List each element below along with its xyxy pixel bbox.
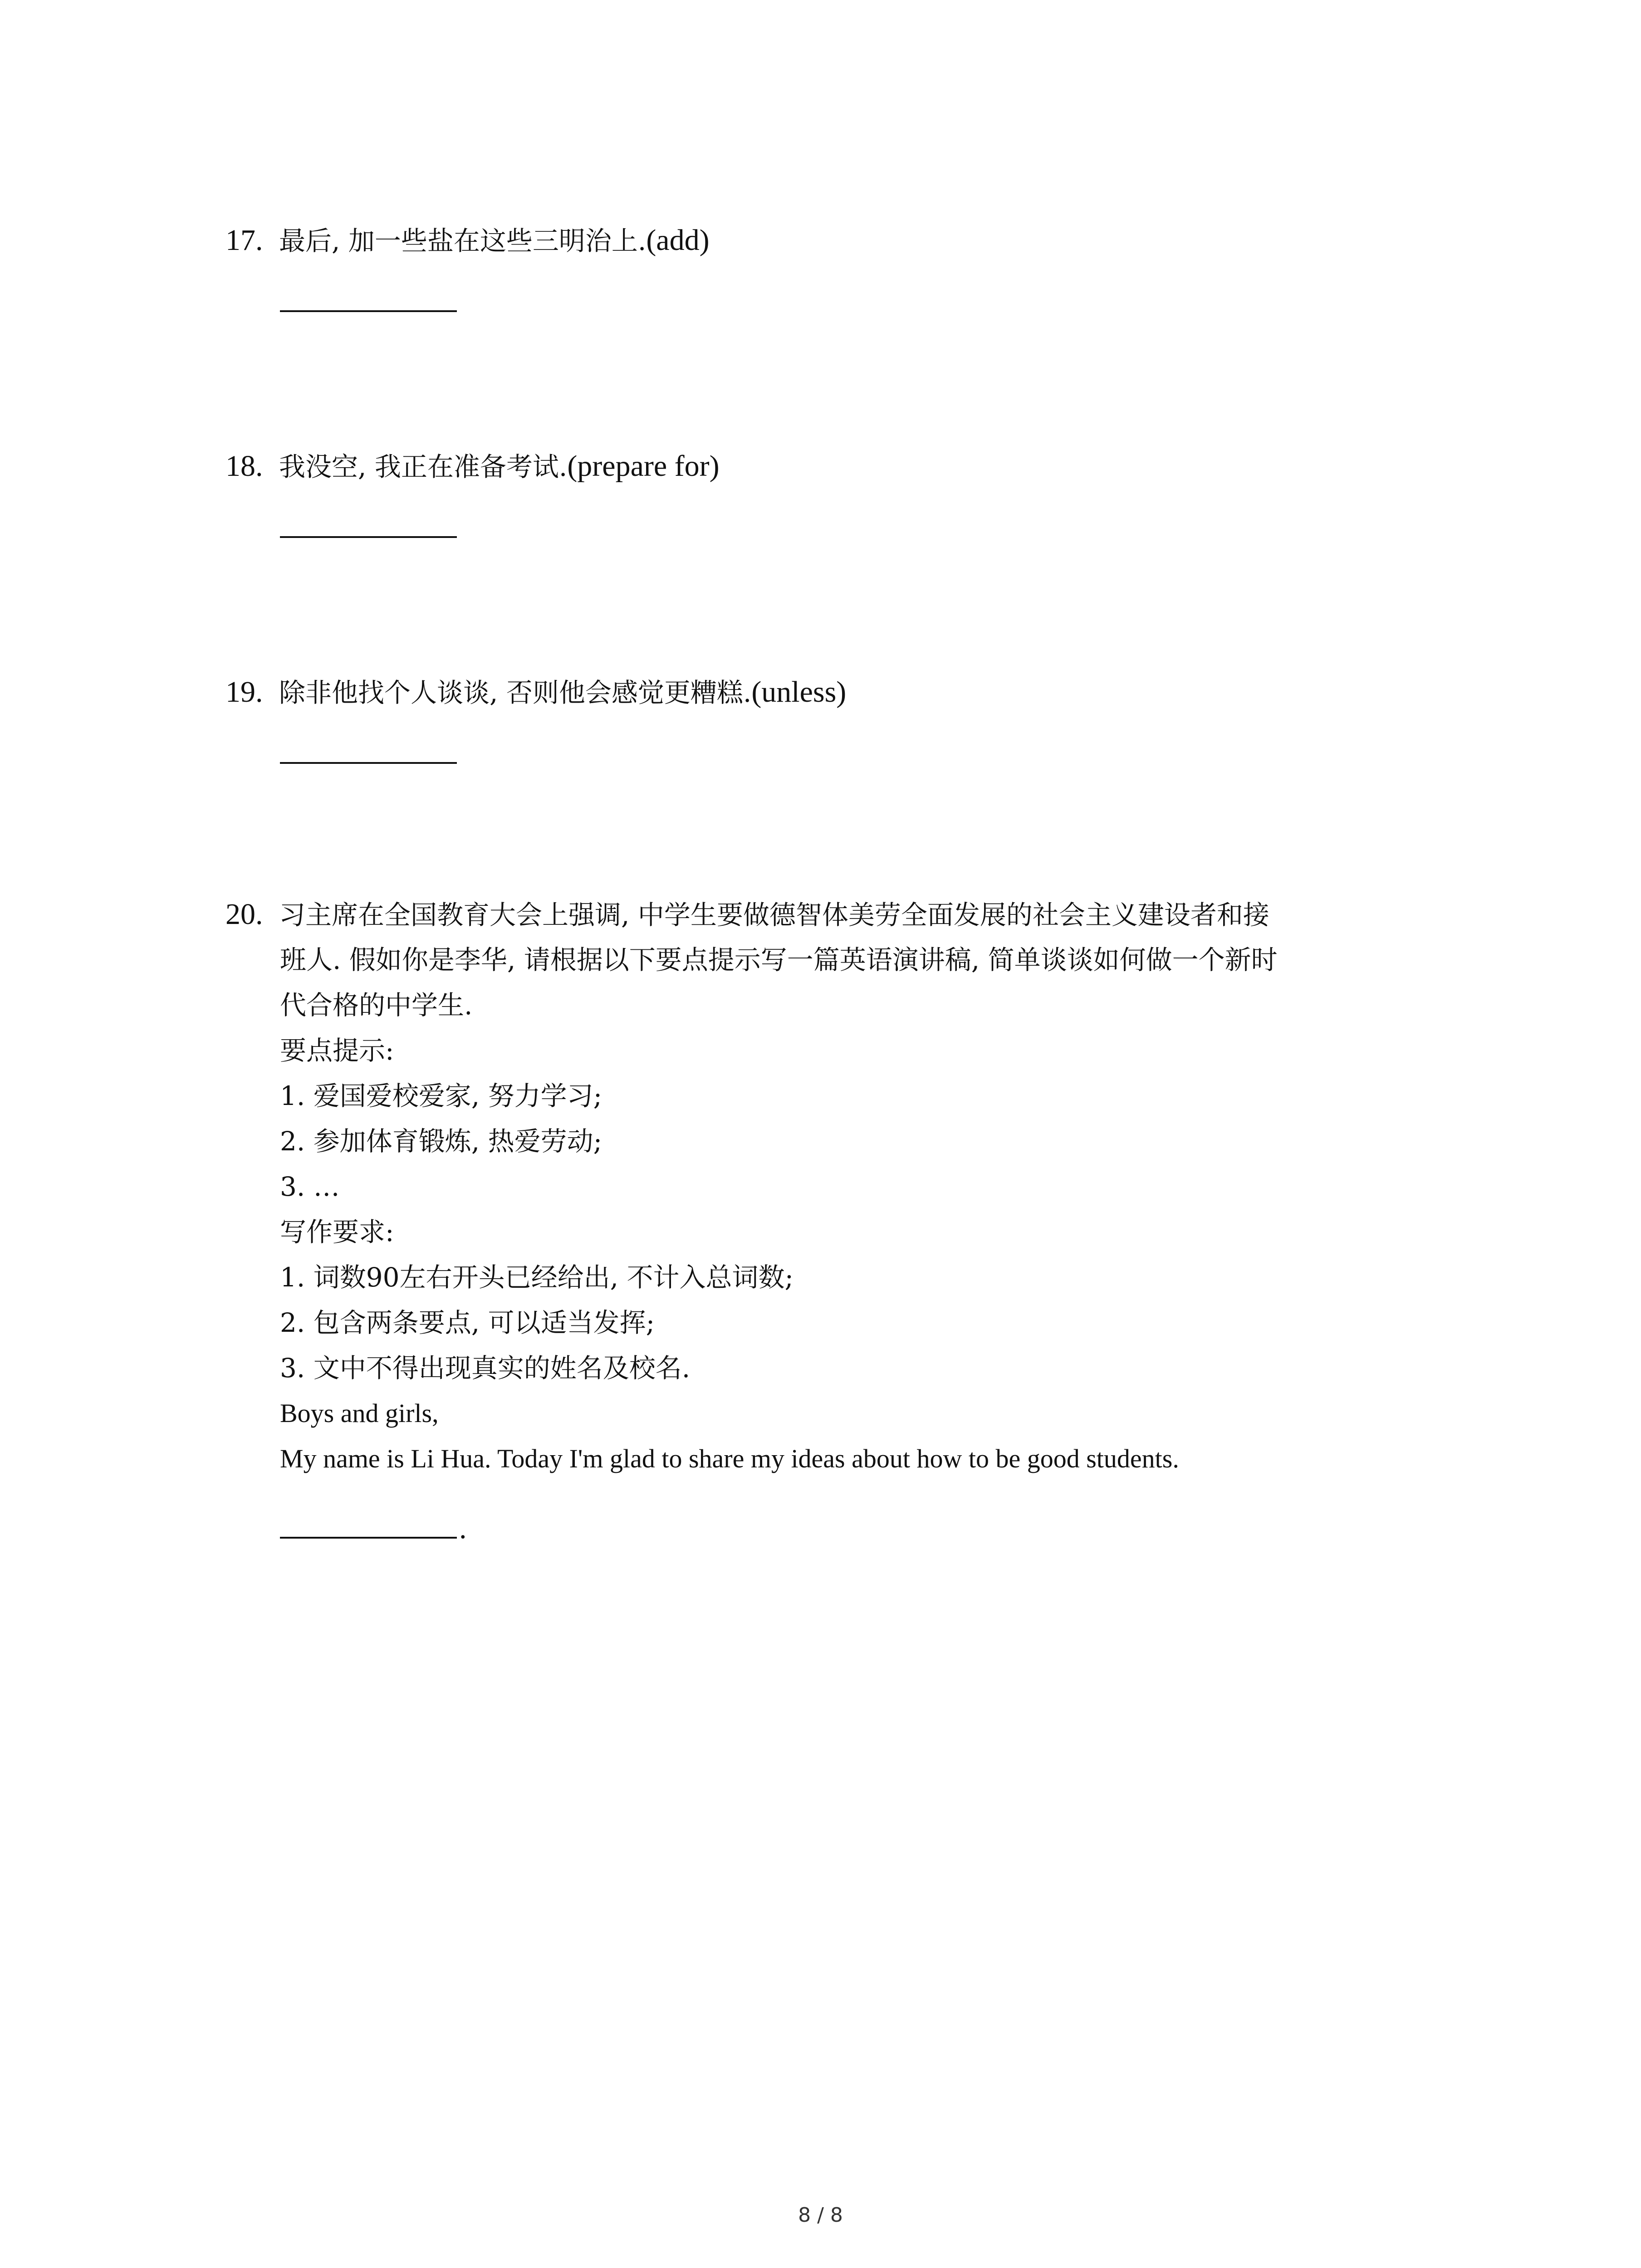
essay-prompt-line-2: 班人. 假如你是李华, 请根据以下要点提示写一篇英语演讲稿, 简单谈谈如何做一个新时: [280, 944, 1278, 975]
requirement-3: 3. 文中不得出现真实的姓名及校名.: [280, 1353, 691, 1383]
point-2: 2. 参加体育锻炼, 热爱劳动;: [280, 1126, 603, 1157]
question-number: 19.: [225, 675, 263, 709]
answer-blank-17[interactable]: [280, 310, 457, 312]
requirements-heading: 写作要求:: [280, 1217, 394, 1247]
requirement-2: 2. 包含两条要点, 可以适当发挥;: [280, 1307, 655, 1338]
essay-opening-greeting: Boys and girls,: [280, 1398, 439, 1428]
question-number: 18.: [225, 450, 263, 483]
question-19: [225, 670, 846, 715]
point-3: 3. …: [280, 1171, 340, 1202]
point-1: 1. 爱国爱校爱家, 努力学习;: [280, 1080, 603, 1111]
question-chinese: 我没空, 我正在准备考试.: [279, 451, 568, 482]
question-chinese: 最后, 加一些盐在这些三明治上.: [279, 225, 647, 256]
blank-period: .: [459, 1512, 467, 1545]
answer-blank-19[interactable]: [280, 762, 457, 764]
answer-blank-20[interactable]: [280, 1537, 457, 1539]
question-hint: (add): [646, 224, 710, 257]
question-hint: (unless): [751, 675, 847, 709]
essay-opening-sentence: My name is Li Hua. Today I'm glad to share my ideas about how to be good students.: [280, 1444, 1179, 1473]
question-number: 20.: [225, 898, 263, 931]
page-indicator: 8 / 8: [798, 2204, 843, 2227]
question-number: 17.: [225, 224, 263, 257]
points-heading: 要点提示:: [280, 1035, 394, 1066]
question-18: [225, 444, 720, 489]
answer-blank-18[interactable]: [280, 536, 457, 538]
question-20: [225, 892, 1269, 938]
question-17: [225, 218, 710, 264]
requirement-1: 1. 词数90左右开头已经给出, 不计入总词数;: [280, 1262, 794, 1293]
question-chinese: 除非他找个人谈谈, 否则他会感觉更糟糕.: [279, 677, 752, 708]
essay-prompt-line-3: 代合格的中学生.: [280, 990, 473, 1021]
question-hint: (prepare for): [567, 450, 720, 483]
essay-prompt-line-1: 习主席在全国教育大会上强调, 中学生要做德智体美劳全面发展的社会主义建设者和接: [279, 899, 1269, 930]
